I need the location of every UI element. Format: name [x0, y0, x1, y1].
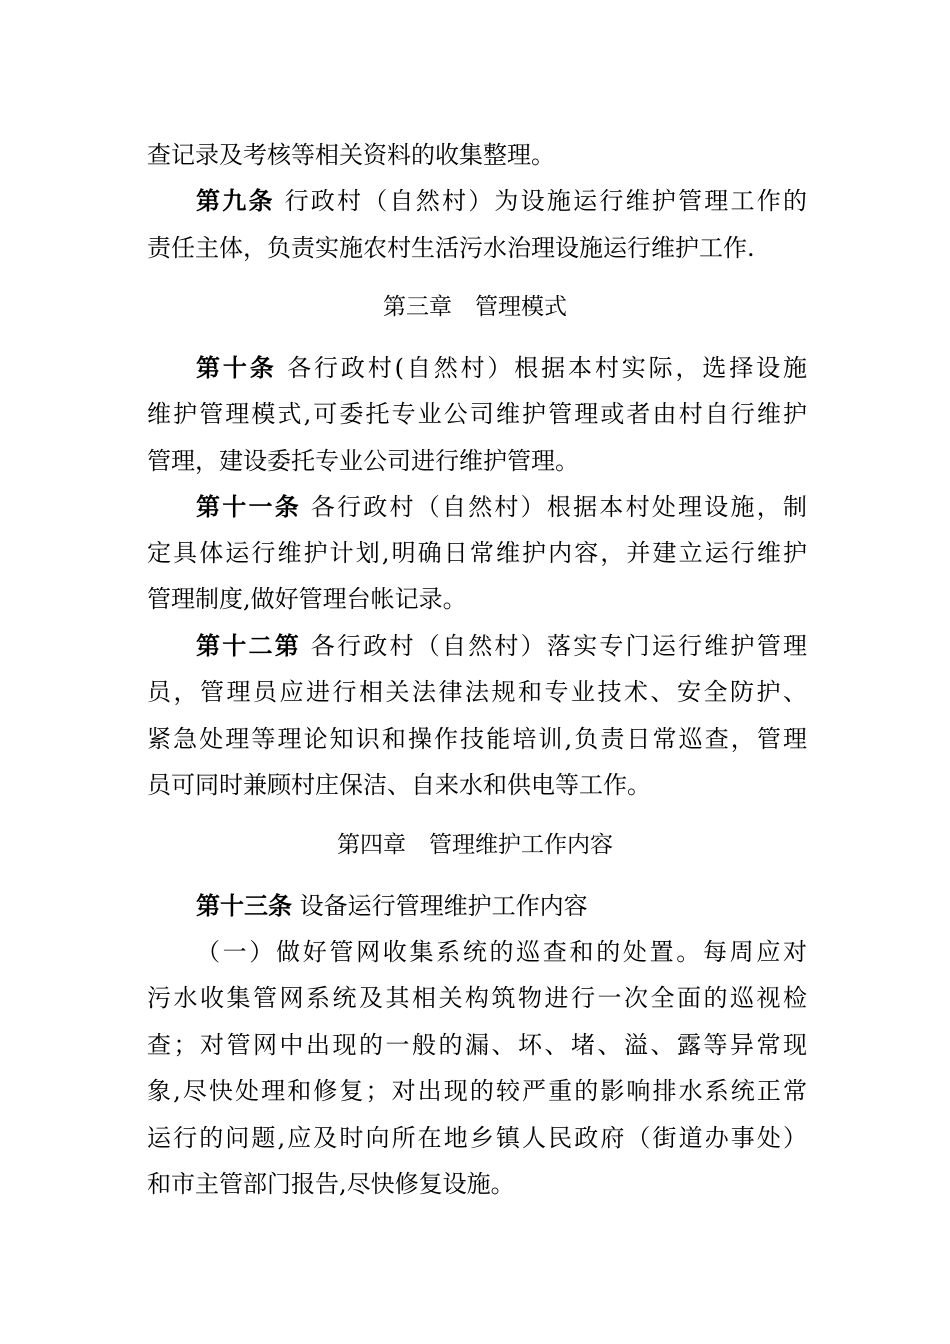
line-text: 行政村（自然村）为设施运行维护管理工作的	[274, 187, 807, 215]
item-1-line-6	[147, 1169, 807, 1199]
line-text: 员，管理员应进行相关法律法规和专业技术、安全防护、	[147, 678, 807, 706]
article-12-line-2	[147, 677, 807, 707]
item-1-line-4	[147, 1076, 807, 1106]
article-number: 第九条	[196, 187, 275, 215]
paragraph-line	[147, 140, 807, 170]
chapter-heading: 第三章 管理模式	[383, 294, 567, 320]
article-number: 第十三条	[196, 892, 292, 920]
line-text: 定具体运行维护计划,明确日常维护内容，并建立运行维护	[147, 539, 807, 567]
article-10-line-2	[147, 399, 807, 429]
article-12-line-1	[196, 631, 807, 661]
line-text: 管理制度,做好管理台帐记录。	[147, 585, 467, 613]
line-text: 查记录及考核等相关资料的收集整理。	[147, 141, 555, 169]
item-1-line-5	[147, 1123, 807, 1153]
article-13-line-1	[196, 891, 807, 921]
line-text: 各行政村（自然村）根据本村处理设施，制	[300, 493, 807, 521]
line-text: 设备运行管理维护工作内容	[292, 892, 588, 920]
article-number: 第十条	[196, 354, 277, 382]
line-text: 员可同时兼顾村庄保洁、自来水和供电等工作。	[147, 771, 651, 799]
line-text: 各行政村（自然村）落实专门运行维护管理	[300, 632, 807, 660]
item-1-line-3	[147, 1030, 807, 1060]
article-12-line-3	[147, 724, 807, 754]
line-text: 污水收集管网系统及其相关构筑物进行一次全面的巡视检	[147, 984, 807, 1012]
item-1-line-1	[196, 937, 807, 967]
line-text: （一）做好管网收集系统的巡查和的处置。每周应对	[196, 938, 807, 966]
article-number: 第十一条	[196, 493, 301, 521]
article-9-line-1	[196, 186, 807, 216]
line-text: 管理，建设委托专业公司进行维护管理。	[147, 447, 579, 475]
line-text: 责任主体，负责实施农村生活污水治理设施运行维护工作.	[147, 234, 755, 262]
line-text: 查；对管网中出现的一般的漏、坏、堵、溢、露等异常现	[147, 1031, 807, 1059]
article-11-line-1	[196, 492, 807, 522]
article-10-line-3	[147, 446, 807, 476]
chapter-heading: 第四章 管理维护工作内容	[337, 832, 613, 858]
article-9-line-2	[147, 233, 807, 263]
line-text: 紧急处理等理论知识和操作技能培训,负责日常巡查，管理	[147, 725, 807, 753]
article-11-line-2	[147, 538, 807, 568]
article-number: 第十二第	[196, 632, 301, 660]
article-12-line-4	[147, 770, 807, 800]
article-10-line-1	[196, 353, 807, 383]
line-text: 和市主管部门报告,尽快修复设施。	[147, 1170, 515, 1198]
line-text: 维护管理模式,可委托专业公司维护管理或者由村自行维护	[147, 400, 807, 428]
line-text: 各行政村(自然村）根据本村实际，选择设施	[276, 354, 807, 382]
item-1-line-2	[147, 983, 807, 1013]
line-text: 象,尽快处理和修复；对出现的较严重的影响排水系统正常	[147, 1077, 807, 1105]
article-11-line-3	[147, 584, 807, 614]
line-text: 运行的问题,应及时向所在地乡镇人民政府（街道办事处）	[147, 1124, 807, 1152]
